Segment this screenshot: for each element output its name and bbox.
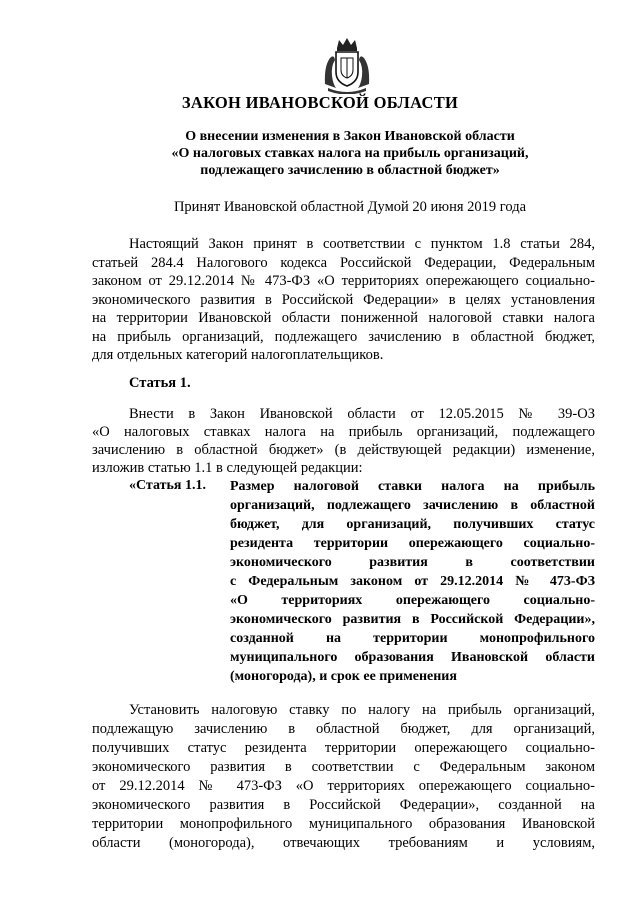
article-body-line: области (моногорода), отвечающих требованиям и условиям, [92,835,595,851]
preamble-line: законом от 29.12.2014 № 473-ФЗ «О территориях опережающего социально- [92,273,595,289]
article-intro-line: изложив статью 1.1 в следующей редакции: [92,460,363,476]
article-body-line: экономического развития в Российской Федерации», созданной на [92,797,595,813]
article-body-line: Установить налоговую ставку по налогу на прибыль организаций, [129,702,595,718]
preamble-line: на прибыль организаций, подлежащего зачислению в областной бюджет, [92,329,595,345]
quoted-article-title-line: экономического развития в соответствии [230,555,595,570]
article-body-line: от 29.12.2014 № 473-ФЗ «О территориях опережающего социально- [92,778,595,794]
article-body-line: территории монопрофильного муниципального образования Ивановской [92,816,595,832]
coat-of-arms-icon [322,36,372,94]
quoted-article-title-line: (моногорода), и срок ее применения [230,669,457,684]
article-heading: Статья 1. [129,375,191,391]
quoted-article-title-line: созданной на территории монопрофильного [230,631,595,646]
amendment-title [60,128,640,179]
quoted-article-label: «Статья 1.1. [129,478,206,493]
quoted-article-title-line: муниципального образования Ивановской области [230,650,595,665]
amendment-title-line: подлежащего зачислению в областной бюджет» [200,163,500,178]
quoted-article-title-line: «О территориях опережающего социально- [230,593,595,608]
article-body-line: экономического развития в соответствии с Федеральным законом [92,759,595,775]
article-body-line: получивших статус резидента территории опережающего социально- [92,740,595,756]
quoted-article-title-line: организаций, подлежащего зачислению в областной [230,498,595,513]
amendment-title-line: «О налоговых ставках налога на прибыль организаций, [171,146,529,161]
amendment-title-line: О внесении изменения в Закон Ивановской области [185,129,515,144]
preamble-line: для отдельных категорий налогоплательщиков. [92,347,384,363]
quoted-article-title-line: бюджет, для организаций, получивших статус [230,517,595,532]
law-title: ЗАКОН ИВАНОВСКОЙ ОБЛАСТИ [181,93,459,112]
article-body-line: подлежащую зачислению в областной бюджет, для организаций, [92,721,595,737]
adoption-note: Принят Ивановской областной Думой 20 июня 2019 года [173,199,527,215]
quoted-article-title-line: с Федеральным законом от 29.12.2014 № 473-ФЗ [230,574,595,589]
preamble-line: статьей 284.4 Налогового кодекса Российской Федерации, Федеральным [92,255,595,271]
article-intro-line: «О налоговых ставках налога на прибыль организаций, подлежащего [92,424,595,440]
quoted-article-title-line: экономического развития в Российской Федерации», [230,612,595,627]
quoted-article-title-line: резидента территории опережающего социально- [230,536,595,551]
article-intro-line: Внести в Закон Ивановской области от 12.05.2015 № 39-ОЗ [129,406,595,422]
preamble-line: на территории Ивановской области пониженной налоговой ставки налога [92,310,595,326]
preamble-line: экономического развития в Российской Федерации» в целях установления [92,292,595,308]
quoted-article-title-line: Размер налоговой ставки налога на прибыль [230,479,595,494]
article-intro-line: зачислению в областной бюджет» (в действующей редакции) изменение, [92,442,595,458]
preamble-line: Настоящий Закон принят в соответствии с пунктом 1.8 статьи 284, [129,236,595,252]
